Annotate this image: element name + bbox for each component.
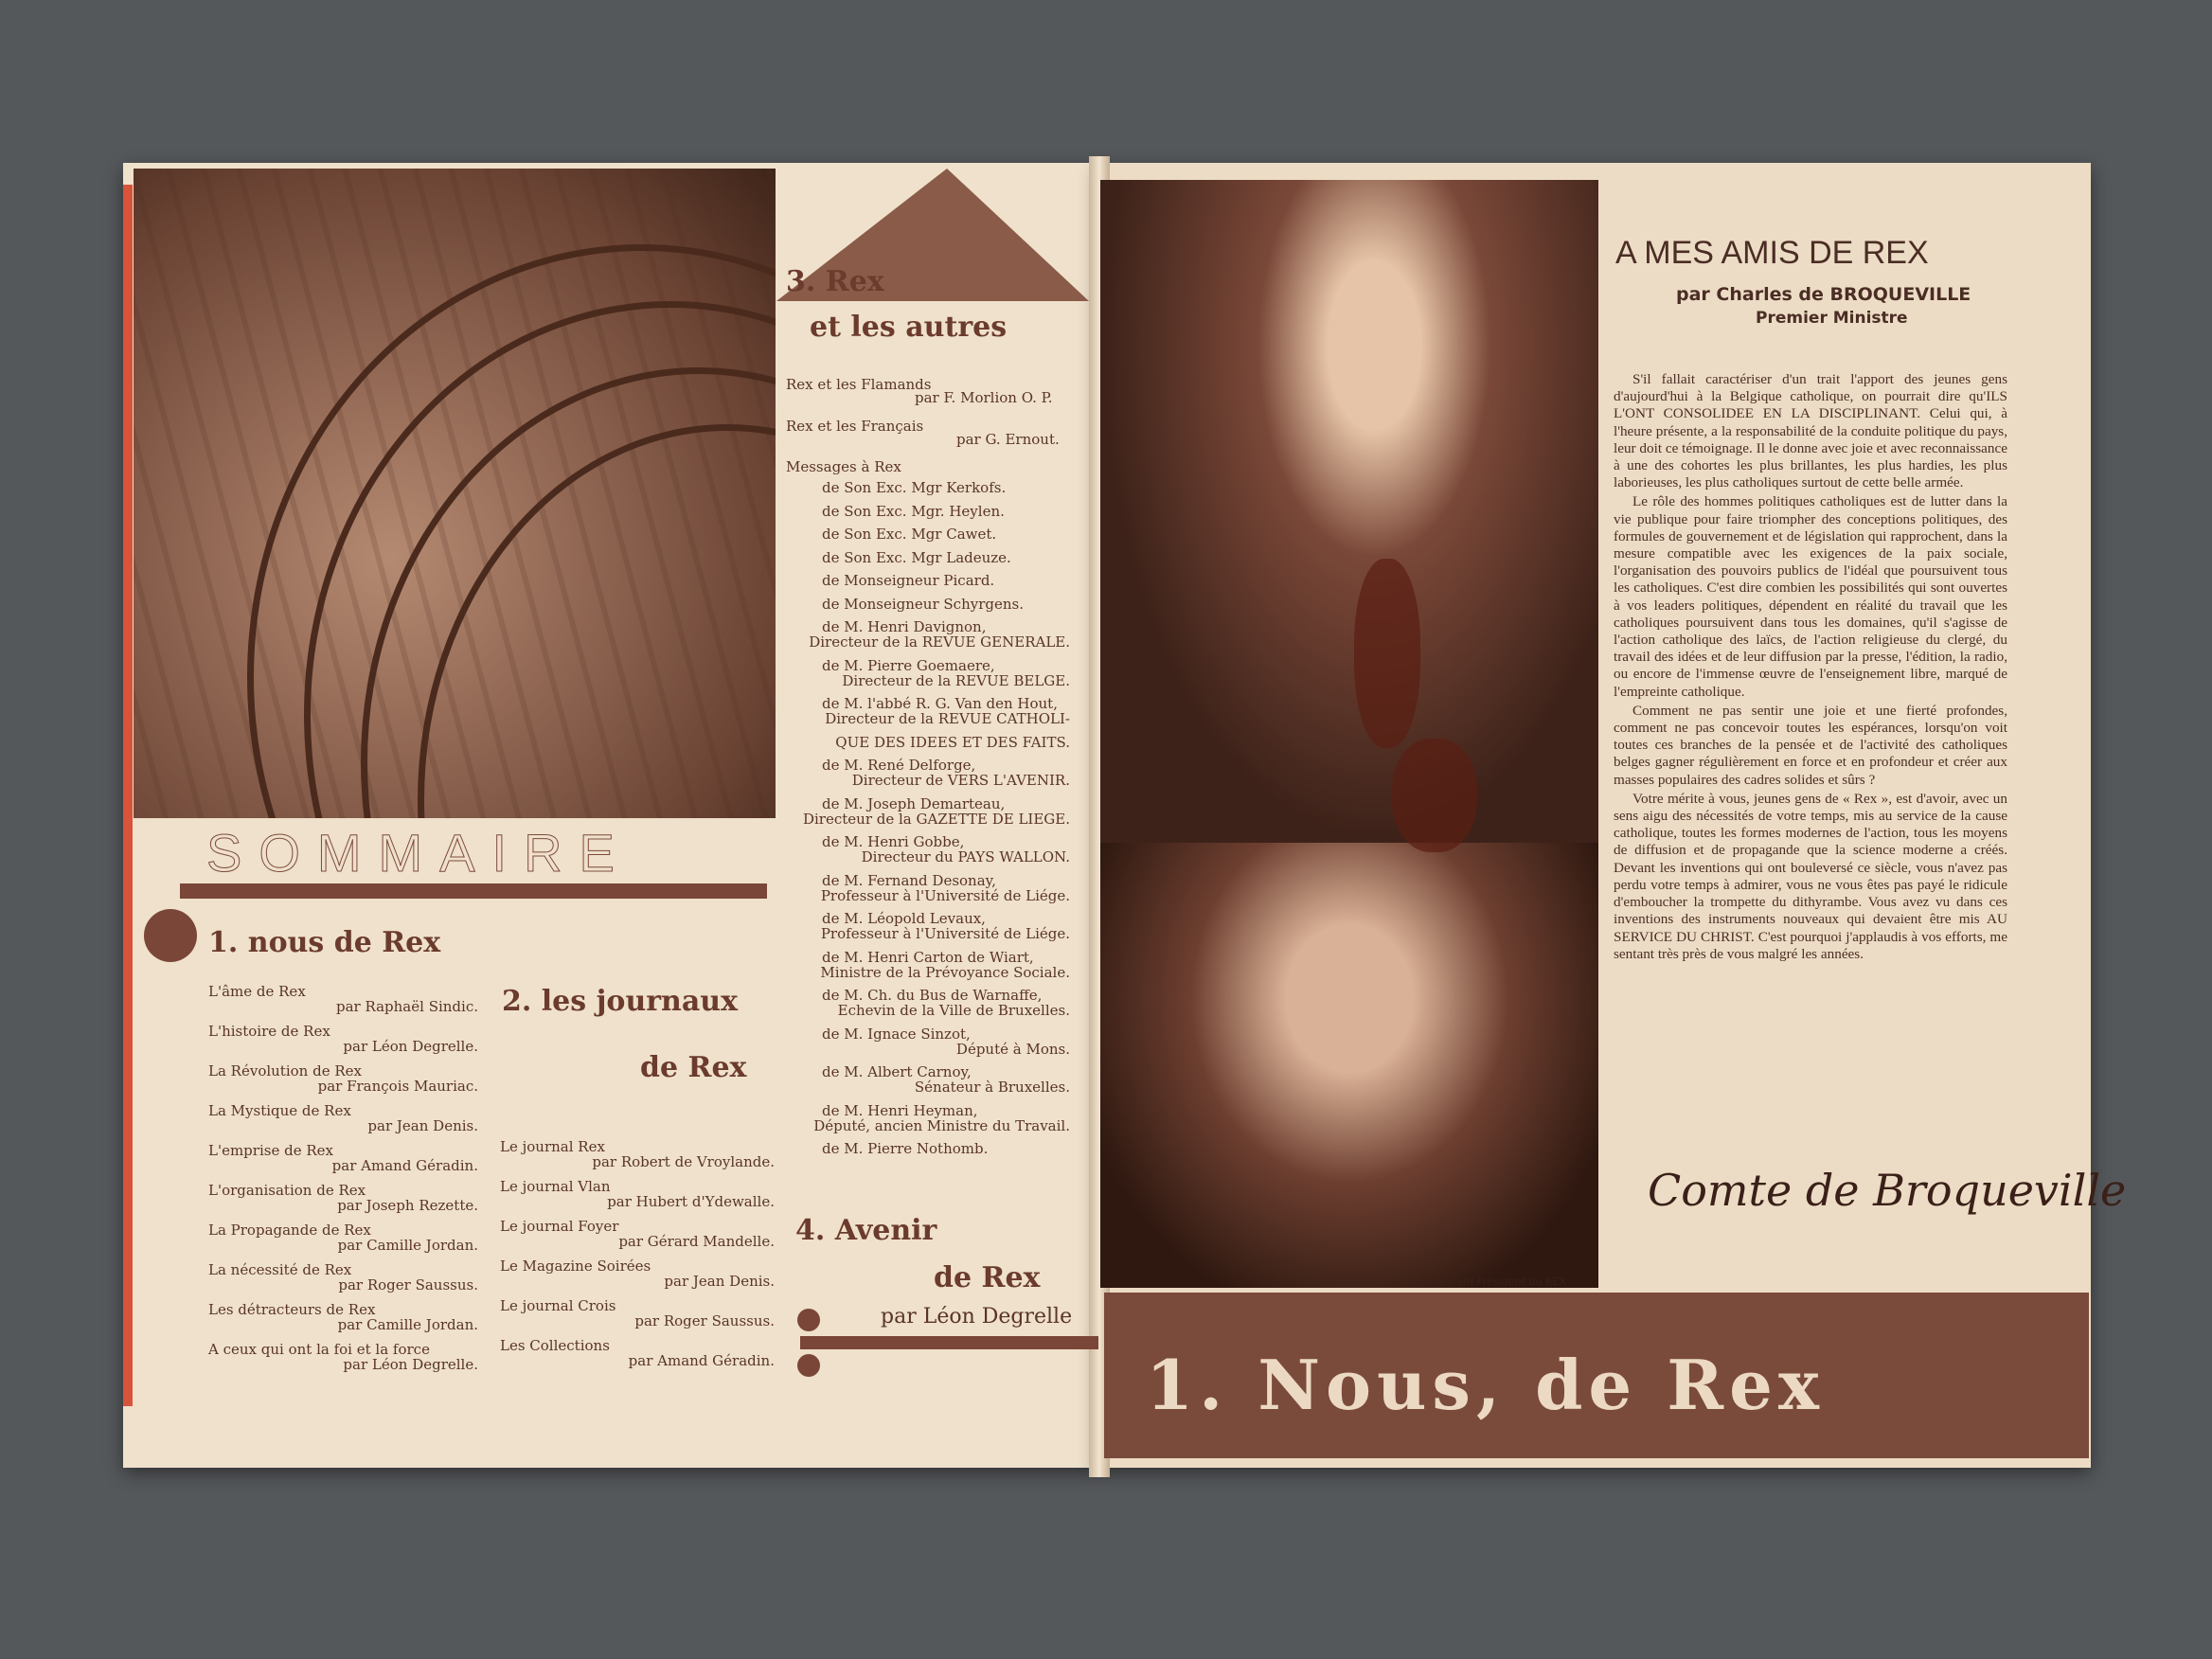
list-item-title: Le journal Crois bbox=[500, 1297, 616, 1314]
message-line: Directeur du PAYS WALLON. bbox=[861, 848, 1070, 865]
section3-title-b: et les autres bbox=[810, 311, 1008, 344]
section2-title-b: de Rex bbox=[640, 1051, 747, 1084]
messages-title: Messages à Rex bbox=[786, 458, 901, 475]
message-line: Directeur de la REVUE CATHOLI- bbox=[825, 710, 1070, 727]
paragraph: Le rôle des hommes politiques catholiques est de lutter dans la vie publique pour faire triompher des conceptions politiques, des formules de gouvernement et de législation qui rapprochent, dans la mesure compatible avec les exigences de la paix sociale, l'organisation des pouvoirs publics de l'idéal que poursuivent tous les catholiques. C'est dire combien les possibilités qui sont ouvertes à vos leaders politiques, dépendent en réalité du travail que les catholiques poursuivent dans tous les domaines, qu'il s'agisse de l'action catholique des laïcs, de l'action religieuse du clergé, du travail des idées et de leur diffusion par la presse, l'édition, la radio, ou encore de l'immense œuvre de l'enseignement libre, marqué de l'empreinte catholique. bbox=[1614, 493, 2007, 700]
message-line: de Monseigneur Picard. bbox=[822, 572, 995, 589]
s3-item-1-title: Rex et les Français bbox=[786, 418, 924, 435]
list-item-author: par Amand Géradin. bbox=[331, 1157, 478, 1174]
list-item-title: Le Magazine Soirées bbox=[500, 1258, 651, 1275]
message-line: de M. Ignace Sinzot, bbox=[822, 1025, 971, 1043]
list-item-title: L'âme de Rex bbox=[208, 983, 306, 1000]
message-line: de Son Exc. Mgr Cawet. bbox=[822, 526, 997, 543]
message-line: de M. Léopold Levaux, bbox=[822, 910, 986, 927]
sommaire-title: SOMMAIRE bbox=[206, 823, 632, 883]
handwritten-signature: Comte de Broqueville bbox=[1648, 1165, 2127, 1216]
message-line: Député à Mons. bbox=[955, 1040, 1070, 1058]
list-item-author: par Robert de Vroylande. bbox=[592, 1153, 775, 1170]
article-byline: par Charles de BROQUEVILLE bbox=[1676, 284, 1971, 305]
list-item-author: par Hubert d'Ydewalle. bbox=[607, 1193, 775, 1210]
paragraph: S'il fallait caractériser d'un trait l'apport des jeunes gens d'aujourd'hui à la Belgique catholique, on pourrait dire qu'ILS L'ONT CONSOLIDEE EN LA DISCIPLINANT. Celui qui, à l'heure présente, a la responsabilité de la conduite politique du pays, leur doit ce témoignage. Il le donne avec joie et avec reconnaissance à une des cohortes les plus brillantes, les plus hardies, les plus laborieuses, les plus catholiques surtout de cette belle armée. bbox=[1614, 371, 2007, 491]
bullet-dot bbox=[797, 1354, 820, 1377]
list-item-author: par Roger Saussus. bbox=[338, 1276, 478, 1293]
list-item-title: A ceux qui ont la foi et la force bbox=[208, 1341, 430, 1358]
message-line: de M. Henri Gobbe, bbox=[822, 833, 965, 850]
list-item-author: par Léon Degrelle. bbox=[343, 1038, 478, 1055]
message-line: Ministre de la Prévoyance Sociale. bbox=[820, 963, 1070, 981]
photo-caption: Mgr Picard Président du REX bbox=[1418, 1275, 1566, 1288]
list-item-author: par Gérard Mandelle. bbox=[618, 1233, 775, 1250]
list-item-title: La Propagande de Rex bbox=[208, 1222, 371, 1239]
bullet-dot bbox=[797, 1309, 820, 1331]
s3-item-0-author: par F. Morlion O. P. bbox=[915, 389, 1053, 406]
list-item-author: par Léon Degrelle. bbox=[343, 1356, 478, 1373]
list-item-title: L'organisation de Rex bbox=[208, 1182, 366, 1199]
s3-item-0-title: Rex et les Flamands bbox=[786, 376, 932, 393]
s3-item-1-author: par G. Ernout. bbox=[956, 431, 1060, 448]
message-line: de M. Ch. du Bus de Warnaffe, bbox=[822, 987, 1043, 1004]
message-line: Directeur de VERS L'AVENIR. bbox=[851, 772, 1070, 789]
message-line: Directeur de la GAZETTE DE LIEGE. bbox=[802, 810, 1070, 828]
paragraph: Comment ne pas sentir une joie et une fierté profondes, comment ne pas concevoir toutes les espérances, lorsqu'on voit toutes ces branches de la pensée et de l'activité des catholiques belges gagner régulièrement en force et en profondeur et créer aux masses populaires des cadres solides et sûrs ? bbox=[1614, 702, 2007, 788]
list-item-title: La Mystique de Rex bbox=[208, 1102, 351, 1119]
sommaire-bar bbox=[180, 883, 767, 899]
message-line: de M. Pierre Nothomb. bbox=[822, 1140, 989, 1157]
list-item-author: par Camille Jordan. bbox=[337, 1316, 478, 1333]
message-line: Sénateur à Bruxelles. bbox=[914, 1079, 1070, 1096]
message-line: de M. Henri Heyman, bbox=[822, 1101, 978, 1119]
message-line: Professeur à l'Université de Liége. bbox=[820, 886, 1070, 904]
message-line: de M. Joseph Demarteau, bbox=[822, 794, 1006, 812]
article-title: A MES AMIS DE REX bbox=[1615, 235, 1929, 271]
list-item-author: par Roger Saussus. bbox=[634, 1312, 775, 1329]
message-line: de M. Albert Carnoy, bbox=[822, 1063, 972, 1080]
list-item-author: par Jean Denis. bbox=[367, 1117, 478, 1134]
list-item-title: Le journal Rex bbox=[500, 1138, 605, 1155]
section1-title: 1. nous de Rex bbox=[208, 926, 441, 959]
list-item-author: par Amand Géradin. bbox=[628, 1352, 775, 1369]
section4-author: par Léon Degrelle bbox=[881, 1305, 1073, 1329]
list-item-author: par Jean Denis. bbox=[664, 1273, 775, 1290]
list-item-title: La Révolution de Rex bbox=[208, 1062, 362, 1079]
article-role: Premier Ministre bbox=[1756, 309, 1908, 328]
message-line: de M. Henri Carton de Wiart, bbox=[822, 948, 1034, 966]
message-line: de M. René Delforge, bbox=[822, 757, 976, 774]
section4-bar bbox=[800, 1336, 1098, 1349]
message-line: Directeur de la REVUE GENERALE. bbox=[809, 633, 1070, 651]
section4-title-b: de Rex bbox=[934, 1261, 1041, 1294]
list-item-title: L'emprise de Rex bbox=[208, 1142, 333, 1159]
section4-title-a: 4. Avenir bbox=[795, 1214, 937, 1247]
list-item-title: La nécessité de Rex bbox=[208, 1261, 352, 1278]
message-line: de M. Pierre Goemaere, bbox=[822, 656, 995, 674]
list-item-title: Les Collections bbox=[500, 1337, 610, 1354]
broqueville-portrait bbox=[1100, 180, 1598, 843]
list-item-author: par François Mauriac. bbox=[317, 1078, 478, 1095]
message-line: de M. Fernand Desonay, bbox=[822, 871, 996, 889]
message-line: Directeur de la REVUE BELGE. bbox=[842, 671, 1070, 689]
message-line: de Son Exc. Mgr. Heylen. bbox=[822, 502, 1005, 520]
section3-title-a: 3. Rex bbox=[786, 265, 884, 298]
article-body bbox=[1614, 371, 2007, 965]
staircase-photo bbox=[134, 169, 776, 818]
message-line: de Monseigneur Schyrgens. bbox=[822, 595, 1024, 613]
list-item-title: Le journal Vlan bbox=[500, 1178, 611, 1195]
cover-edge bbox=[123, 185, 133, 1406]
message-line: Député, ancien Ministre du Travail. bbox=[813, 1116, 1070, 1134]
message-line: de M. Henri Davignon, bbox=[822, 618, 987, 635]
paragraph: Votre mérite à vous, jeunes gens de « Rex », est d'avoir, avec un sens aigu des nécessités de votre temps, mis au service de la cause catholique, toutes les formes modernes de l'action, tous les moyens de diffusion et de propagande que la science moderne a créés. Devant les inventions qui ont bouleversé ce siècle, vous n'avez pas perdu votre temps à admirer, vous ne vous êtes pas payé le ridicule d'emboucher la trompette du dithyrambe. Vous avez vu dans ces inventions des instruments nouveaux qui devaient être mis AU SERVICE DU CHRIST. C'est pourquoi j'applaudis à vos efforts, me sentant très près de vous malgré les années. bbox=[1614, 790, 2007, 962]
list-item-author: par Camille Jordan. bbox=[337, 1237, 478, 1254]
section2-title-a: 2. les journaux bbox=[502, 985, 739, 1018]
banner-title: 1. Nous, de Rex bbox=[1146, 1345, 1825, 1425]
list-item-title: L'histoire de Rex bbox=[208, 1023, 330, 1040]
message-line: de Son Exc. Mgr Kerkofs. bbox=[822, 479, 1007, 496]
list-item-author: par Joseph Rezette. bbox=[337, 1197, 478, 1214]
message-line: QUE DES IDEES ET DES FAITS. bbox=[835, 733, 1070, 751]
bullet-circle bbox=[144, 909, 197, 962]
list-item-title: Les détracteurs de Rex bbox=[208, 1301, 376, 1318]
message-line: Professeur à l'Université de Liége. bbox=[820, 925, 1070, 942]
list-item-author: par Raphaël Sindic. bbox=[335, 998, 478, 1015]
message-line: de M. l'abbé R. G. Van den Hout, bbox=[822, 695, 1058, 712]
message-line: de Son Exc. Mgr Ladeuze. bbox=[822, 548, 1011, 566]
picard-portrait bbox=[1100, 843, 1598, 1288]
list-item-title: Le journal Foyer bbox=[500, 1218, 619, 1235]
stain bbox=[1354, 559, 1420, 748]
message-line: Echevin de la Ville de Bruxelles. bbox=[837, 1002, 1070, 1019]
stain bbox=[1392, 739, 1477, 852]
